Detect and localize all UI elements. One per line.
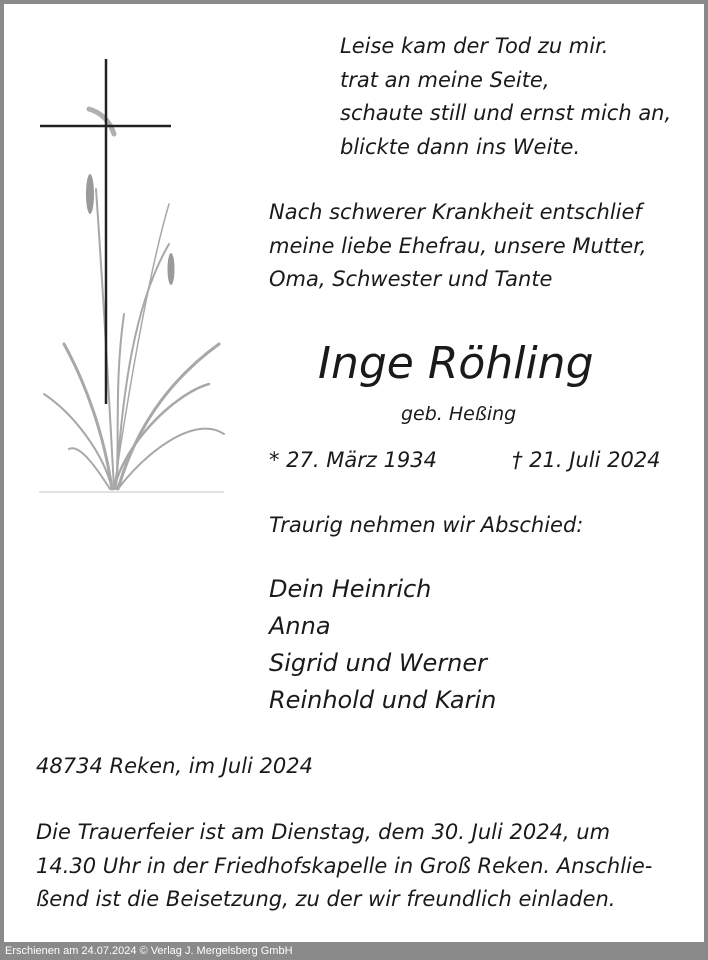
intro-line: meine liebe Ehefrau, unsere Mutter,: [269, 233, 647, 258]
poem-line: blickte dann ins Weite.: [340, 134, 581, 159]
mourner-item: Dein Heinrich: [269, 575, 432, 603]
service-line: ßend ist die Beisetzung, zu der wir freundlich einladen.: [36, 887, 616, 911]
place-date: 48734 Reken, im Juli 2024: [36, 754, 313, 778]
poem-line: schaute still und ernst mich an,: [340, 101, 672, 125]
poem-line: Leise kam der Tod zu mir.: [340, 34, 609, 58]
birth-name: geb. Heßing: [401, 403, 517, 425]
publication-footer: Erschienen am 24.07.2024 © Verlag J. Mergelsberg GmbH: [0, 942, 708, 960]
poem: [340, 30, 671, 164]
mourner-item: Reinhold und Karin: [269, 686, 497, 714]
deceased-name: Inge Röhling: [318, 338, 594, 389]
intro-text: [269, 196, 647, 297]
mourner-item: Anna: [269, 612, 331, 640]
obituary-card: [4, 4, 704, 942]
intro-line: Oma, Schwester und Tante: [269, 267, 553, 291]
cross-with-reeds-icon: [34, 54, 229, 494]
service-line: Die Trauerfeier ist am Dienstag, dem 30. Juli 2024, um: [36, 820, 611, 844]
farewell-text: Traurig nehmen wir Abschied:: [269, 513, 584, 537]
birth-date: * 27. März 1934: [269, 448, 438, 472]
death-date: † 21. Juli 2024: [512, 448, 661, 472]
poem-line: trat an meine Seite,: [340, 67, 550, 92]
mourners-list: [269, 571, 496, 719]
mourner-item: Sigrid und Werner: [269, 649, 488, 677]
service-line: 14.30 Uhr in der Friedhofskapelle in Groß Reken. Anschlie-: [36, 853, 653, 878]
service-info: [36, 816, 652, 917]
intro-line: Nach schwerer Krankheit entschlief: [269, 200, 642, 224]
